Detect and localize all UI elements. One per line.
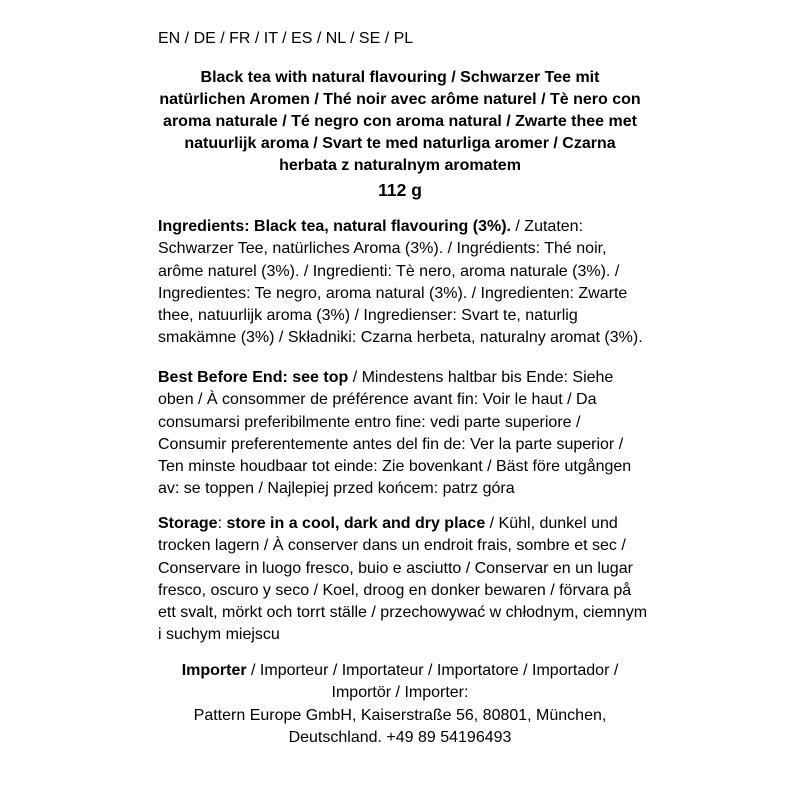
best-before-line: av: se toppen / Najlepiej przed końcem: patrz góra xyxy=(158,480,515,498)
storage-colon: : xyxy=(217,515,227,532)
ingredients-line: arôme naturel (3%). / Ingredienti: Tè nero, aroma naturale (3%). / xyxy=(158,262,620,280)
title-line: natürlichen Aromen / Thé noir avec arôme naturel / Tè nero con xyxy=(159,91,641,108)
importer-line: Importör / Importer: xyxy=(331,684,469,702)
importer-first-line xyxy=(158,660,642,682)
importer-text: / Importeur / Importateur / Importatore / Importador / xyxy=(246,662,619,679)
product-title xyxy=(158,67,642,203)
ingredients-section xyxy=(158,216,642,350)
title-line: natuurlijk aroma / Svart te med naturliga aromer / Czarna xyxy=(184,135,616,152)
storage-line: i suchym miejscu xyxy=(158,626,280,644)
importer-section xyxy=(158,660,642,749)
storage-section xyxy=(158,513,648,647)
importer-label: Importer xyxy=(181,662,247,679)
title-line: Black tea with natural flavouring / Schwarzer Tee mit xyxy=(200,69,600,86)
best-before-text: / Mindestens haltbar bis Ende: Siehe xyxy=(348,369,614,386)
importer-address: Pattern Europe GmbH, Kaiserstraße 56, 80801, München, xyxy=(193,706,607,724)
best-before-section xyxy=(158,367,642,501)
net-weight: 112 g xyxy=(378,180,422,200)
ingredients-line: thee, natuurlijk aroma (3%) / Ingredienser: Svart te, naturlig xyxy=(158,307,578,325)
storage-first-line xyxy=(158,513,642,535)
storage-line: fresco, oscuro y seco / Koel, droog en donker bewaren / förvara på xyxy=(158,581,632,599)
best-before-line: oben / À consommer de préférence avant fin: Voir le haut / Da xyxy=(158,391,597,409)
title-line: aroma naturale / Té negro con aroma natural / Zwarte thee met xyxy=(163,113,637,130)
importer-contact: Deutschland. +49 89 54196493 xyxy=(288,728,512,746)
storage-instruction: store in a cool, dark and dry place xyxy=(226,515,486,532)
best-before-first-line xyxy=(158,367,642,389)
storage-line: Conservare in luogo fresco, buio e asciutto / Conservar en un lugar xyxy=(158,559,633,577)
ingredients-first-line xyxy=(158,216,642,238)
storage-line: trocken lagern / À conserver dans un endroit frais, sombre et sec / xyxy=(158,537,626,555)
storage-label: Storage xyxy=(158,515,218,532)
language-codes: EN / DE / FR / IT / ES / NL / SE / PL xyxy=(158,30,414,47)
best-before-line: consumarsi preferibilmente entro fine: vedi parte superiore / xyxy=(158,413,581,431)
best-before-label: Best Before End: see top xyxy=(158,369,349,386)
storage-text: / Kühl, dunkel und xyxy=(485,515,618,532)
best-before-line: Consumir preferentemente antes del fin de: Ver la parte superior / xyxy=(158,435,624,453)
best-before-line: Ten minste houdbaar tot einde: Zie bovenkant / Bäst före utgången xyxy=(158,458,632,476)
ingredients-line: Schwarzer Tee, natürliches Aroma (3%). / Ingrédients: Thé noir, xyxy=(158,240,607,258)
storage-line: ett svalt, mörkt och torrt ställe / przechowywać w chłodnym, ciemnym xyxy=(158,604,648,622)
ingredients-line: smakämne (3%) / Składniki: Czarna herbeta, naturalny aromat (3%). xyxy=(158,329,643,347)
ingredients-line: Ingredientes: Te negro, aroma natural (3%). / Ingredienten: Zwarte xyxy=(158,284,628,302)
ingredients-label: Ingredients: Black tea, natural flavouring (3%). xyxy=(158,218,511,235)
title-line: herbata z naturalnym aromatem xyxy=(279,157,521,174)
ingredients-text: / Zutaten: xyxy=(510,218,584,235)
